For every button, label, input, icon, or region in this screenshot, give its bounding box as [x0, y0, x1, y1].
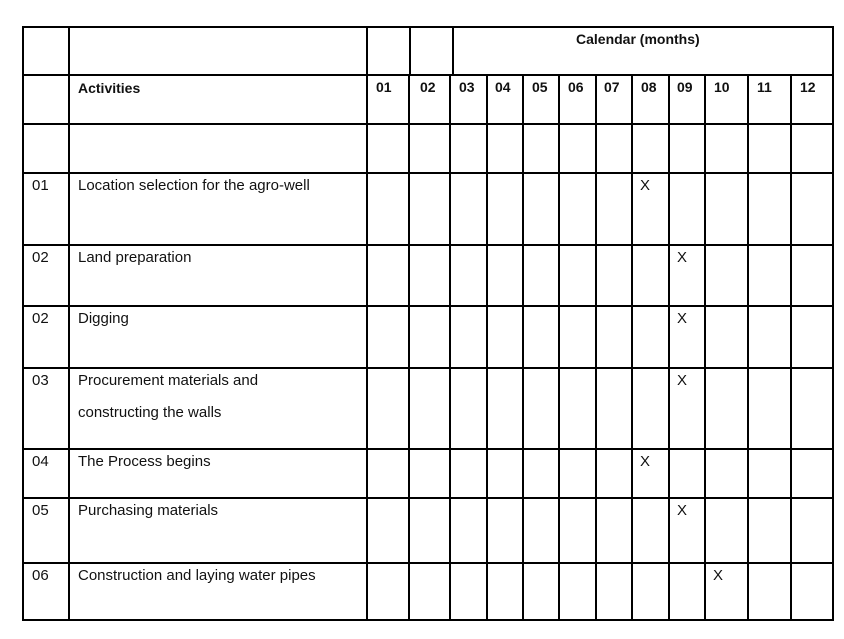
month-header: 09	[677, 79, 693, 95]
activity-name: Location selection for the agro-well	[78, 177, 310, 194]
col-border	[366, 26, 368, 621]
row-border	[22, 448, 834, 450]
schedule-mark: X	[677, 310, 688, 327]
row-number: 04	[32, 453, 49, 470]
row-border	[22, 305, 834, 307]
activity-name: Land preparation	[78, 249, 192, 266]
row-number: 01	[32, 177, 49, 194]
activity-name: Procurement materials and	[78, 372, 259, 389]
col-border	[631, 74, 633, 621]
col-border	[68, 26, 70, 621]
col-border	[790, 74, 792, 621]
activities-header: Activities	[78, 80, 141, 96]
activity-name: The Process begins	[78, 453, 211, 470]
row-border	[22, 74, 834, 76]
row-number: 02	[32, 249, 49, 266]
activity-name: Digging	[78, 310, 129, 327]
col-border	[558, 74, 560, 621]
row-border	[22, 244, 834, 246]
col-border	[832, 26, 834, 621]
row-border	[22, 497, 834, 499]
row-border	[22, 619, 834, 621]
month-header: 02	[420, 79, 436, 95]
schedule-mark: X	[640, 177, 651, 194]
col-border	[704, 74, 706, 621]
row-border	[22, 562, 834, 564]
row-number: 05	[32, 502, 49, 519]
col-border	[22, 26, 24, 621]
schedule-mark: X	[677, 502, 688, 519]
col-border	[409, 26, 411, 75]
col-border	[452, 26, 454, 75]
col-border	[522, 74, 524, 621]
col-border	[408, 74, 410, 621]
month-header: 04	[495, 79, 511, 95]
activity-name: Construction and laying water pipes	[78, 567, 316, 584]
activity-name-continued: constructing the walls	[78, 404, 222, 421]
month-header: 05	[532, 79, 548, 95]
month-header: 06	[568, 79, 584, 95]
month-header: 07	[604, 79, 620, 95]
month-header: 08	[641, 79, 657, 95]
month-header: 10	[714, 79, 730, 95]
col-border	[668, 74, 670, 621]
calendar-header: Calendar (months)	[576, 31, 700, 47]
row-number: 06	[32, 567, 49, 584]
row-border	[22, 367, 834, 369]
schedule-mark: X	[713, 567, 724, 584]
month-header: 03	[459, 79, 475, 95]
col-border	[486, 74, 488, 621]
row-border	[22, 172, 834, 174]
month-header: 01	[376, 79, 392, 95]
month-header: 12	[800, 79, 816, 95]
col-border	[449, 74, 451, 621]
schedule-mark: X	[677, 372, 688, 389]
row-border	[22, 123, 834, 125]
month-header: 11	[757, 79, 772, 95]
schedule-mark: X	[677, 249, 688, 266]
row-number: 02	[32, 310, 49, 327]
col-border	[595, 74, 597, 621]
row-border	[22, 26, 834, 28]
schedule-mark: X	[640, 453, 651, 470]
col-border	[747, 74, 749, 621]
row-number: 03	[32, 372, 49, 389]
activity-name: Purchasing materials	[78, 502, 219, 519]
